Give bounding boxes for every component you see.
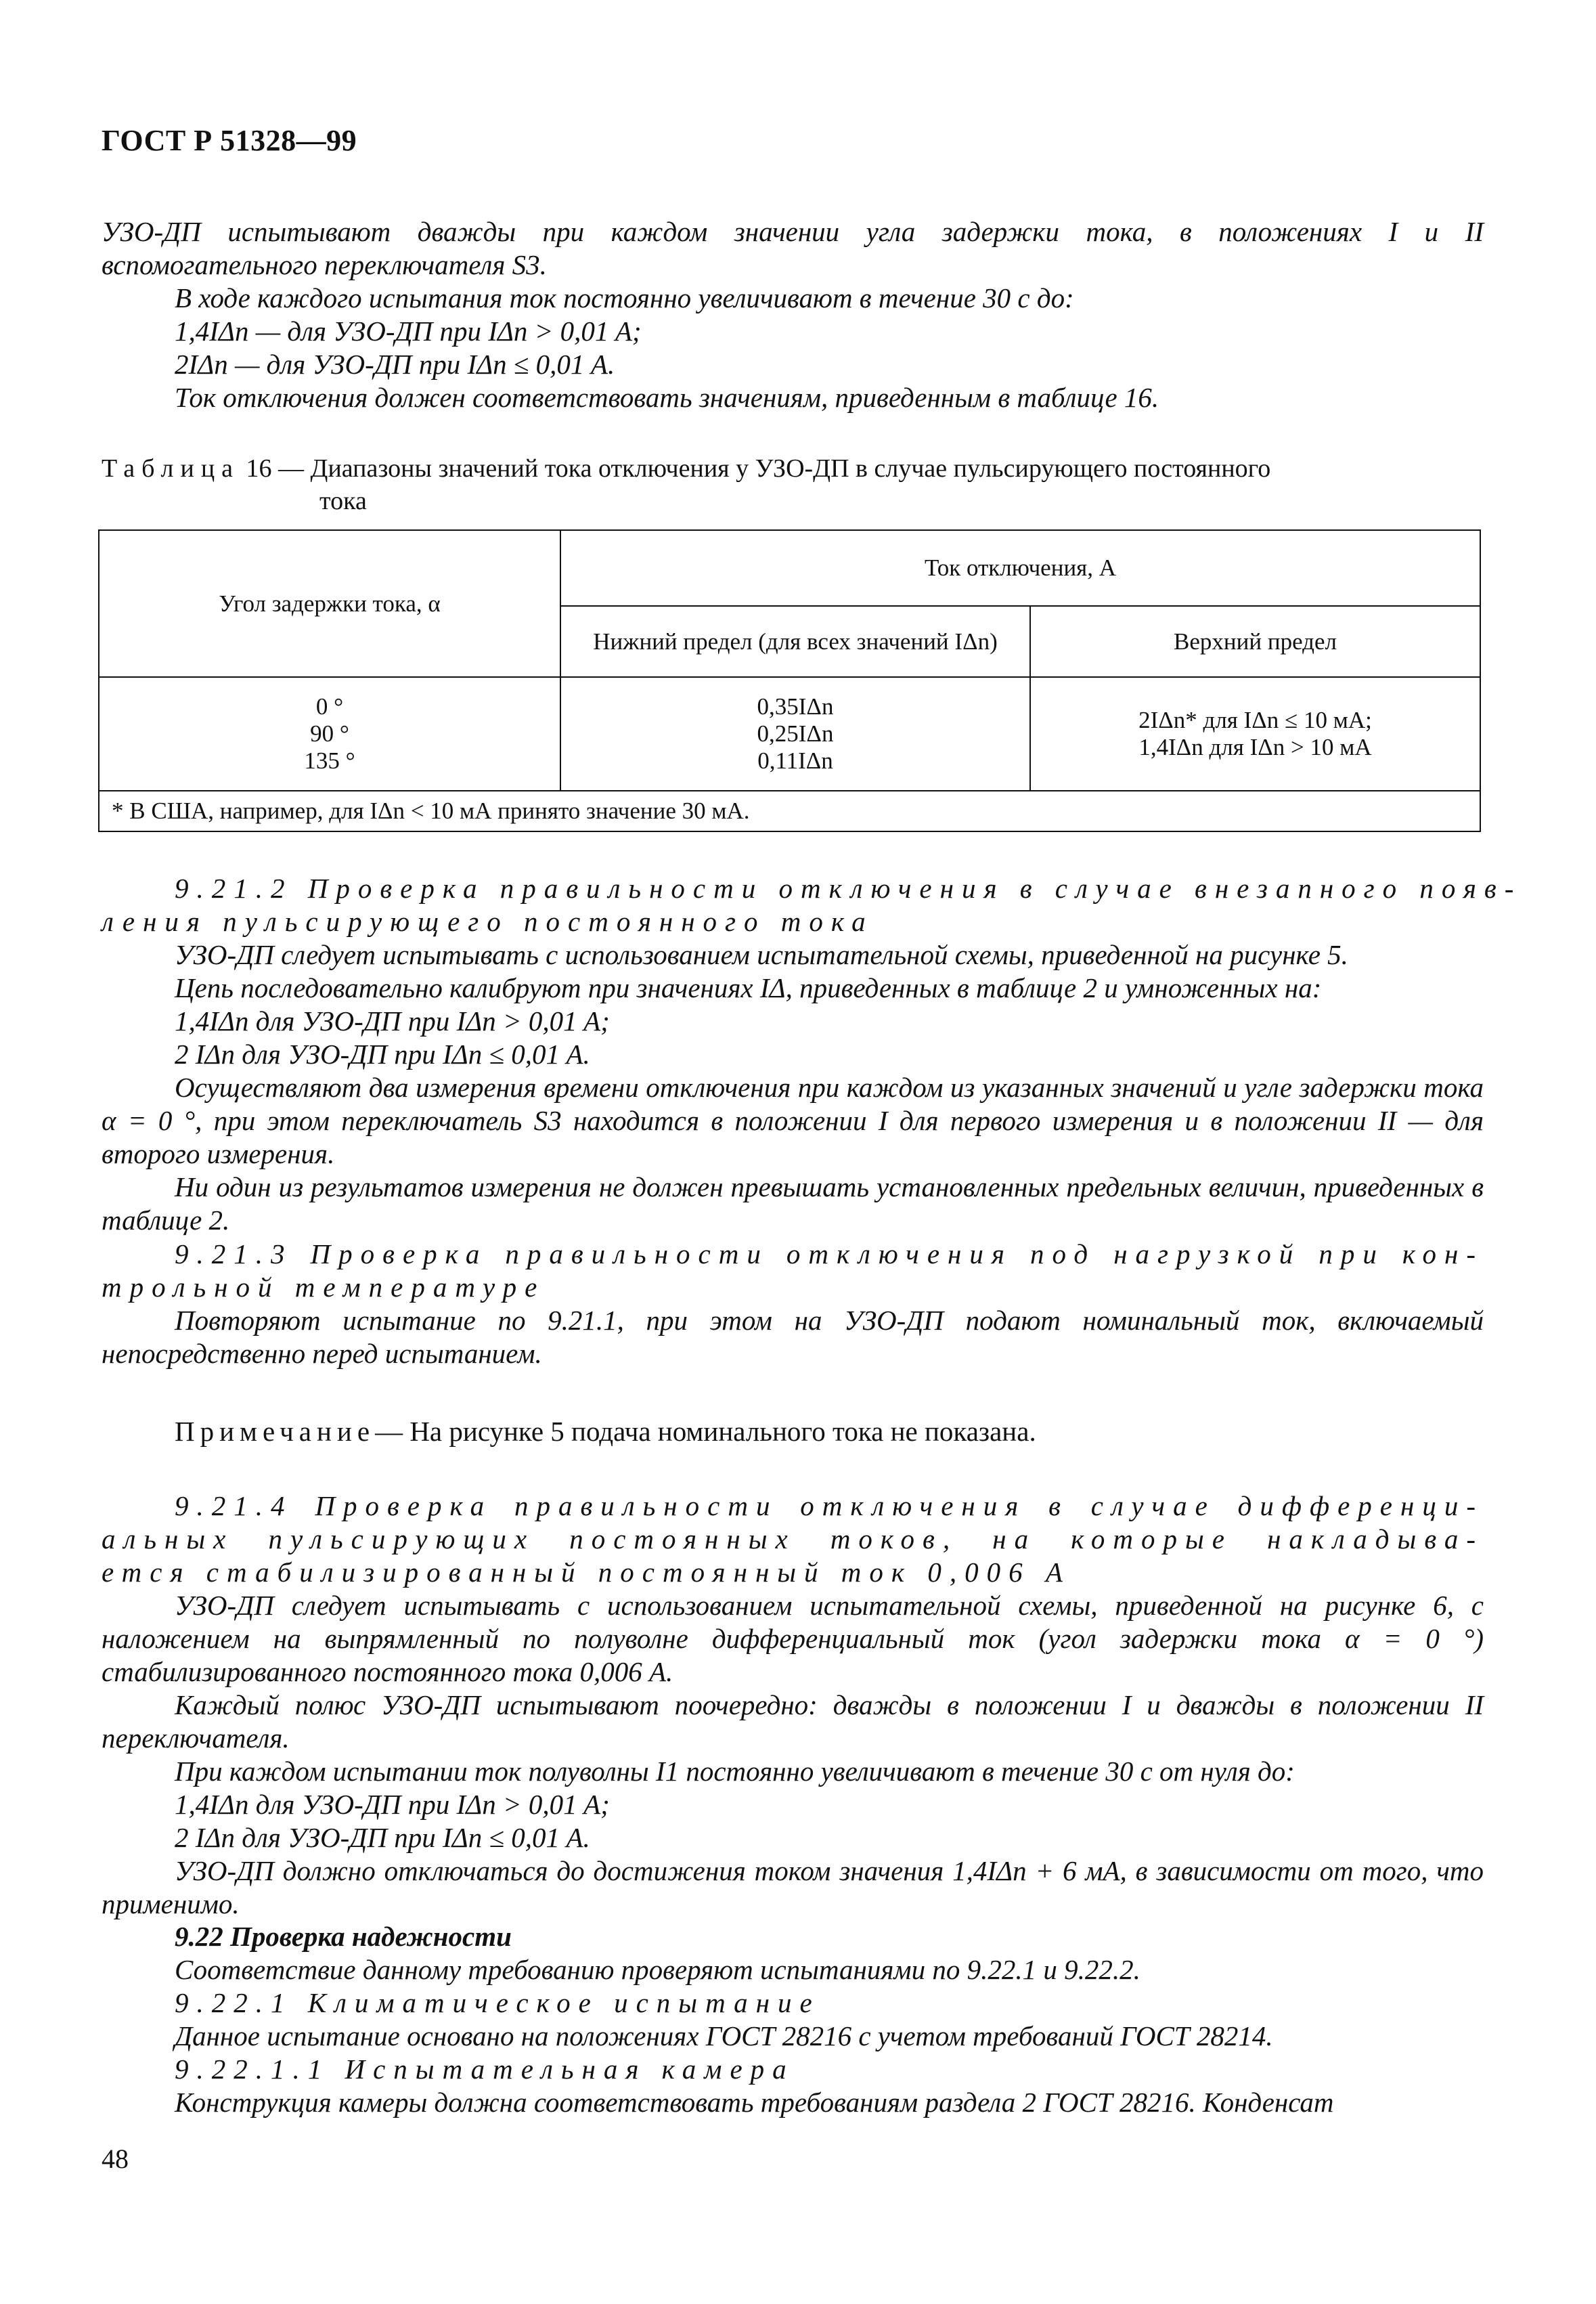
- upper-limit-value: 1,4IΔn для IΔn > 10 мА: [1138, 734, 1372, 760]
- cell-angles: [99, 677, 560, 791]
- lower-limit-value: 0,35IΔn: [757, 693, 834, 720]
- col-header-current: Ток отключения, А: [560, 530, 1480, 606]
- paragraph: Осуществляют два измерения времени отключения при каждом из указанных значений и угле задержки тока α = 0 °, при этом переключатель S3 находится в положении I для первого измерения и в положении II — для второго измерения.: [102, 1072, 1484, 1169]
- section-title: 9.21.2 Проверка правильности отключения в случае внезапного появ-: [175, 873, 1522, 904]
- note-label: Примечание: [175, 1416, 376, 1447]
- table-caption-label: Таблица: [102, 454, 240, 483]
- angle-value: 135 °: [304, 747, 355, 774]
- paragraph-line: 2 IΔn для УЗО-ДП при IΔn ≤ 0,01 A.: [175, 1039, 590, 1070]
- cell-upper-limits: [1030, 677, 1480, 791]
- section-title: 9.22 Проверка надежности: [175, 1921, 512, 1952]
- intro-line: 2IΔn — для УЗО-ДП при IΔn ≤ 0,01 A.: [175, 349, 615, 380]
- upper-limit-value: 2IΔn* для IΔn ≤ 10 мА;: [1138, 707, 1372, 733]
- table-footnote: * В США, например, для IΔn < 10 мА принято значение 30 мА.: [99, 791, 1480, 831]
- lower-limit-value: 0,11IΔn: [757, 747, 833, 774]
- subsection-title: 9.22.1.1 Испытательная камера: [175, 2053, 795, 2085]
- paragraph: УЗО-ДП должно отключаться до достижения током значения 1,4IΔn + 6 мА, в зависимости от того, что применимо.: [102, 1855, 1484, 1919]
- paragraph-line: УЗО-ДП следует испытывать с использованием испытательной схемы, приведенной на рисунке 5.: [175, 939, 1348, 970]
- section-title: альных пульсирующих постоянных токов, на которые накладыва-: [102, 1523, 1484, 1555]
- paragraph-line: 1,4IΔn для УЗО-ДП при IΔn > 0,01 A;: [175, 1005, 610, 1037]
- col-header-angle: Угол задержки тока, α: [99, 530, 560, 677]
- paragraph-line: При каждом испытании ток полуволны I1 постоянно увеличивают в течение 30 с от нуля до:: [175, 1756, 1295, 1787]
- page-header: ГОСТ Р 51328—99: [102, 124, 357, 157]
- section-9-22: [102, 1920, 1484, 2119]
- page-number: 48: [102, 2144, 129, 2174]
- col-header-upper: Верхний предел: [1030, 606, 1480, 677]
- intro-line: В ходе каждого испытания ток постоянно увеличивают в течение 30 с до:: [175, 282, 1074, 313]
- paragraph-line: Данное испытание основано на положениях ГОСТ 28216 с учетом требований ГОСТ 28214.: [175, 2020, 1273, 2051]
- paragraph-line: Конструкция камеры должна соответствовать требованиям раздела 2 ГОСТ 28216. Конденсат: [175, 2087, 1334, 2118]
- note: [102, 1415, 1484, 1448]
- angle-value: 90 °: [310, 720, 349, 747]
- paragraph-line: Соответствие данному требованию проверяют испытаниями по 9.22.1 и 9.22.2.: [175, 1954, 1140, 1985]
- table-caption-text: 16 — Диапазоны значений тока отключения у УЗО-ДП в случае пульсирующего постоянного: [246, 454, 1271, 483]
- section-9-21-3: [102, 1238, 1484, 1370]
- cell-lower-limits: [560, 677, 1030, 791]
- paragraph: Ни один из результатов измерения не должен превышать установленных предельных величин, приведенных в таблице 2.: [102, 1171, 1484, 1236]
- intro-line: вспомогательного переключателя S3.: [102, 249, 547, 280]
- intro-line: Ток отключения должен соответствовать значениям, приведенным в таблице 16.: [175, 382, 1159, 413]
- intro-line: УЗО-ДП испытывают дважды при каждом значении угла задержки тока, в положениях I и II: [102, 216, 1484, 247]
- section-title: 9.21.4 Проверка правильности отключения в случае дифференци-: [175, 1490, 1484, 1521]
- paragraph: Каждый полюс УЗО-ДП испытывают поочередно: дважды в положении I и дважды в положении II переключателя.: [102, 1689, 1484, 1754]
- paragraph-line: Цепь последовательно калибруют при значениях IΔ, приведенных в таблице 2 и умноженных на:: [175, 972, 1322, 1003]
- col-header-lower: Нижний предел (для всех значений IΔn): [560, 606, 1030, 677]
- note-text: — На рисунке 5 подача номинального тока не показана.: [375, 1416, 1036, 1447]
- section-title: трольной температуре: [102, 1271, 546, 1303]
- angle-value: 0 °: [315, 693, 344, 720]
- section-title: 9.21.3 Проверка правильности отключения под нагрузкой при кон-: [175, 1238, 1484, 1269]
- subsection-title: 9.22.1 Климатическое испытание: [175, 1987, 820, 2018]
- section-title: ется стабилизированный постоянный ток 0,006 А: [102, 1557, 1071, 1588]
- lower-limit-value: 0,25IΔn: [757, 720, 834, 747]
- table-16: [98, 529, 1481, 832]
- section-title: ления пульсирующего постоянного тока: [102, 906, 874, 937]
- intro-line: 1,4IΔn — для УЗО-ДП при IΔn > 0,01 A;: [175, 316, 642, 347]
- paragraph-line: 1,4IΔn для УЗО-ДП при IΔn > 0,01 A;: [175, 1789, 610, 1820]
- paragraph-line: 2 IΔn для УЗО-ДП при IΔn ≤ 0,01 A.: [175, 1822, 590, 1853]
- section-9-21-4: [102, 1490, 1484, 1921]
- intro-section: [102, 215, 1484, 414]
- section-9-21-2: [102, 872, 1522, 1237]
- table-caption-text-cont: тока: [319, 487, 367, 515]
- table-caption: [102, 452, 1484, 517]
- paragraph: Повторяют испытание по 9.21.1, при этом на УЗО-ДП подают номинальный ток, включаемый непосредственно перед испытанием.: [102, 1305, 1484, 1369]
- paragraph: УЗО-ДП следует испытывать с использованием испытательной схемы, приведенной на рисунке 6, с наложением на выпрямленный по полуволне дифференциальный ток (угол задержки тока α = 0 °) стабилизированного постоянного тока 0,006 A.: [102, 1590, 1484, 1687]
